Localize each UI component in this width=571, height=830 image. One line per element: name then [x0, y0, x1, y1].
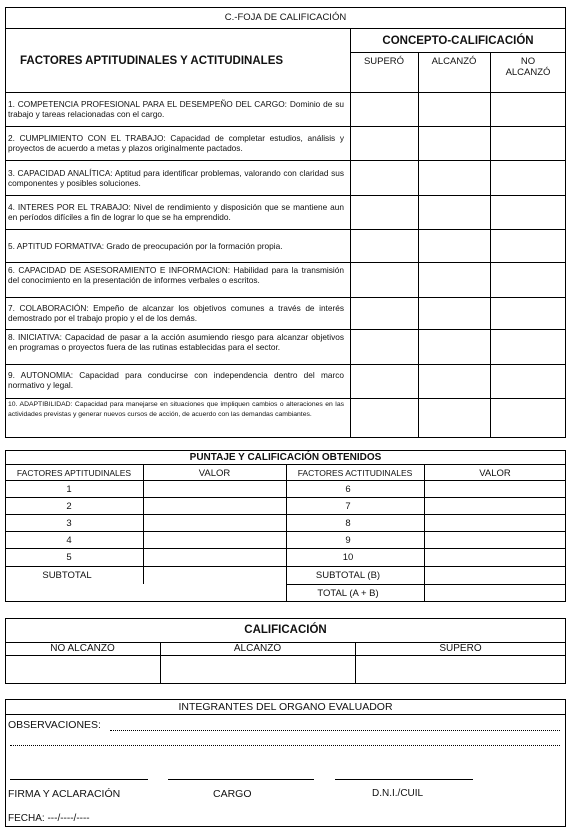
calificacion-col-supero: SUPERÓ: [439, 643, 482, 654]
score-left-number: 1: [66, 484, 72, 495]
dni-line[interactable]: [335, 779, 473, 780]
col-no-alcanzo-2: ALCANZÓ: [505, 67, 551, 78]
col-supero: SUPERÓ: [363, 56, 405, 67]
score-right-number: 6: [345, 484, 351, 495]
factor-row-1: 1. COMPETENCIA PROFESIONAL PARA EL DESEMPEÑO DEL CARGO: Dominio de su trabajo y tareas relacionadas con el cargo.: [8, 99, 344, 119]
fecha-label: FECHA: ---/----/----: [8, 813, 90, 824]
factor-row-10: 10. ADAPTIBILIDAD: Capacidad para manejarse en situaciones que impliquen cambios o alteraciones en las actividades previstas y generar nuevos cursos de acción, de acuerdo con las demandas cambiantes.: [8, 401, 344, 418]
cargo-label: CARGO: [213, 788, 252, 800]
score-right-number: 10: [342, 552, 354, 563]
score-left-number: 2: [66, 501, 72, 512]
subtotal-label: SUBTOTAL: [42, 570, 92, 581]
col-valor-2: VALOR: [479, 468, 511, 479]
page-title: C.-FOJA DE CALIFICACIÓN: [224, 12, 347, 23]
subtotal-b-label: SUBTOTAL (B): [315, 570, 381, 581]
factor-row-2: 2. CUMPLIMIENTO CON EL TRABAJO: Capacidad de completar estudios, análisis y proyectos de acuerdo a metas y plazos originalmente pactados.: [8, 133, 344, 153]
factors-title: FACTORES APTITUDINALES Y ACTITUDINALES: [20, 55, 284, 67]
factor-row-9: 9. AUTONOMIA: Capacidad para conducirse con independencia dentro del marco normativo y legal.: [8, 370, 344, 390]
score-left-number: 4: [66, 535, 72, 546]
col-actitudinales: FACTORES ACTITUDINALES: [297, 468, 413, 478]
firma-line[interactable]: [10, 779, 148, 780]
factor-row-7: 7. COLABORACIÓN: Empeño de alcanzar los objetivos comunes a través de interés demostrado por el trabajo propio y el de los demás.: [8, 303, 344, 323]
observaciones-line[interactable]: [10, 745, 560, 746]
score-left-number: 5: [66, 552, 72, 563]
observaciones-label: OBSERVACIONES:: [8, 719, 101, 731]
firma-label: FIRMA Y ACLARACIÓN: [8, 788, 121, 800]
score-title: PUNTAJE Y CALIFICACIÓN OBTENIDOS: [189, 452, 382, 463]
factor-row-4: 4. INTERES POR EL TRABAJO: Nivel de rendimiento y disposición que se mantiene aun en períodos difíciles a fin de lograr lo que se ha emprendido.: [8, 202, 344, 222]
score-right-number: 8: [345, 518, 351, 529]
cargo-line[interactable]: [168, 779, 314, 780]
concept-title: CONCEPTO-CALIFICACIÓN: [382, 35, 534, 47]
calificacion-title: CALIFICACIÓN: [244, 624, 327, 636]
calificacion-col-alcanzo: ALCANZÓ: [233, 643, 282, 654]
calificacion-col-no-alcanzo: NO ALCANZÓ: [50, 643, 115, 654]
score-left-number: 3: [66, 518, 72, 529]
col-aptitudinales: FACTORES APTITUDINALES: [16, 468, 132, 478]
dni-label: D.N.I./CUIL: [372, 788, 424, 799]
factor-row-3: 3. CAPACIDAD ANALÍTICA: Aptitud para identificar problemas, valorando con claridad sus componentes y posibles soluciones.: [8, 168, 344, 188]
factor-row-5: 5. APTITUD FORMATIVA: Grado de preocupación por la formación propia.: [8, 241, 283, 251]
col-alcanzo: ALCANZÓ: [431, 56, 477, 67]
observaciones-line[interactable]: [110, 730, 560, 731]
col-valor: VALOR: [198, 468, 231, 479]
evaluador-title: INTEGRANTES DEL ORGANO EVALUADOR: [178, 701, 393, 713]
total-label: TOTAL (A + B): [317, 588, 379, 599]
factor-row-6: 6. CAPACIDAD DE ASESORAMIENTO E INFORMACION: Habilidad para la transmisión del conocimiento en la presentación de informes verbales o escritos.: [8, 265, 344, 285]
col-no-alcanzo-1: NO: [520, 56, 536, 67]
score-right-number: 9: [345, 535, 351, 546]
factor-row-8: 8. INICIATIVA: Capacidad de pasar a la acción asumiendo riesgo para alcanzar objetivos en programas o proyectos fuera de las rutinas establecidas para el sector.: [8, 332, 344, 352]
score-right-number: 7: [345, 501, 351, 512]
